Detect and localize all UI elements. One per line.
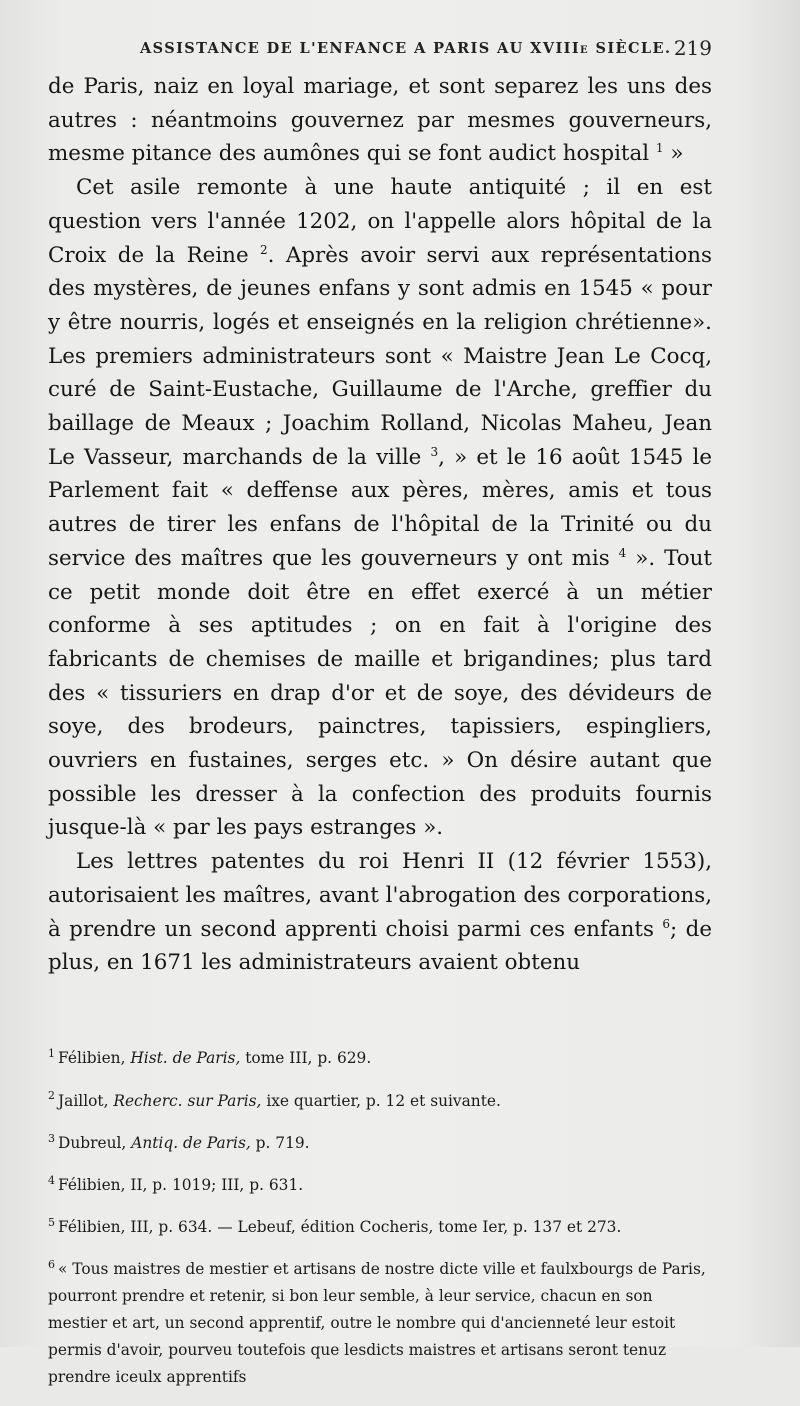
text-run: ». Tout ce petit monde doit être en effet exercé à un métier conforme à ses aptitudes ; on en fait à l'origine des fabricants de chemises de maille et brigandines; plus tard des « tissuriers en drap d'or et de soye, des dévideurs de soye, des brodeurs, painctres, tapissiers, espingliers, ouvriers en fustaines, serges etc. » On désire autant que possible les dresser à la confection des produits fournis jusque-là « par les pays estranges ». — [48, 545, 713, 841]
italic-text: Antiq. de Paris, — [131, 1133, 251, 1152]
footnote-mark: 4 — [48, 1173, 55, 1187]
footnote-mark: 1 — [48, 1047, 55, 1061]
text-run: Les lettres patentes du roi Henri II (12 février 1553), autorisaient les maîtres, avant l'abrogation des corporations, à prendre un second apprenti choisi parmi ces enfants — [48, 849, 712, 942]
footnote — [48, 1214, 712, 1241]
text-run: tome III, p. 629. — [240, 1049, 372, 1068]
footnote-ref: 3 — [430, 444, 439, 459]
body-text — [48, 70, 712, 980]
text-run: ixe quartier, p. 12 et suivante. — [261, 1091, 501, 1110]
page-header — [140, 34, 712, 64]
footnotes — [48, 1030, 712, 1406]
footnote-ref: 1 — [655, 141, 664, 156]
footnote — [48, 1045, 712, 1072]
text-run: Félibien, III, p. 634. — Lebeuf, édition Cocheris, tome Ier, p. 137 et 273. — [58, 1218, 622, 1237]
footnote-mark: 3 — [48, 1131, 55, 1145]
footnote — [48, 1256, 712, 1390]
text-run: , » et le 16 août 1545 le Parlement fait « deffense aux pères, mères, amis et tous autres de tirer les enfans de l'hôpital de la Trinité ou du service des maîtres que les gouverneurs y ont mis — [48, 444, 712, 571]
footnote-mark: 2 — [48, 1089, 55, 1103]
text-run: Cet asile remonte à une haute antiquité ; il en est question vers l'année 1202, on l'appelle alors hôpital de la Croix de la Reine — [48, 175, 712, 268]
footnote-ref: 6 — [662, 916, 671, 931]
footnote — [48, 1172, 712, 1199]
paragraph — [48, 845, 712, 980]
page-number: 219 — [673, 36, 712, 60]
footnote-mark: 6 — [48, 1258, 55, 1272]
text-run: Félibien, II, p. 1019; III, p. 631. — [58, 1175, 304, 1194]
text-run: » — [663, 141, 684, 167]
footnote — [48, 1088, 712, 1115]
footnote — [48, 1130, 712, 1157]
text-run: Jaillot, — [58, 1091, 114, 1110]
text-run: ; de plus, en 1671 les administrateurs avaient obtenu — [48, 916, 713, 976]
text-run: « Tous maistres de mestier et artisans de nostre dicte ville et faulxbourgs de Paris, pourront prendre et retenir, si bon leur semble, à leur service, chacun en son mestier et art, un second apprentif, outre le nombre qui d'ancienneté leur estoit permis d'avoir, pourveu toutefois que lesdicts maistres et artisans seront tenuz prendre iceulx apprentifs — [48, 1260, 706, 1386]
paragraph — [48, 70, 712, 171]
paragraph — [48, 171, 712, 845]
text-run: de Paris, naiz en loyal mariage, et sont separez les uns des autres : néantmoins gouvernez par mesmes gouverneurs, mesme pitance des aumônes qui se font audict hospital — [48, 74, 712, 167]
text-run: p. 719. — [250, 1133, 310, 1152]
footnote-ref: 2 — [260, 242, 268, 257]
text-run: Dubreul, — [58, 1133, 132, 1152]
running-title: ASSISTANCE DE L'ENFANCE A PARIS AU XVIIIe SIÈCLE. — [140, 40, 672, 57]
footnote-mark: 5 — [48, 1216, 55, 1230]
text-run: Félibien, — [58, 1049, 131, 1068]
text-run: . Après avoir servi aux représentations des mystères, de jeunes enfans y sont admis en 1545 « pour y être nourris, logés et enseignés en la religion chrétienne». Les premiers administrateurs sont « Maistre Jean Le Cocq, curé de Saint-Eustache, Guillaume de l'Arche, greffier du baillage de Meaux ; Joachim Rolland, Nicolas Maheu, Jean Le Vasseur, marchands de la ville — [48, 242, 712, 470]
italic-text: Hist. de Paris, — [130, 1049, 241, 1068]
italic-text: Recherc. sur Paris, — [113, 1091, 262, 1110]
footnote-ref: 4 — [618, 545, 627, 560]
